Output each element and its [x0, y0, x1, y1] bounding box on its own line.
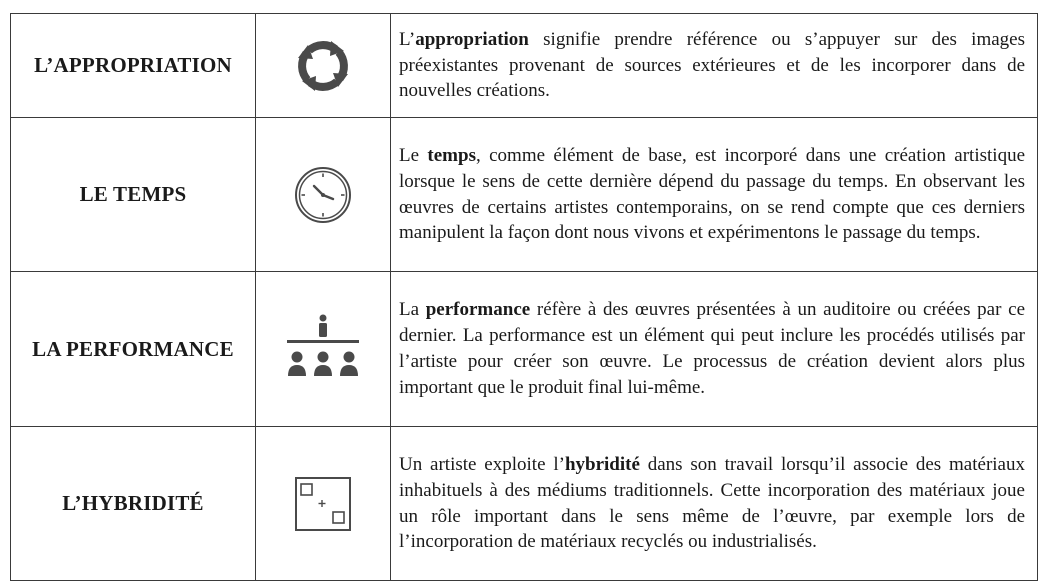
- term-label: LE TEMPS: [79, 182, 187, 206]
- description-cell: L’appropriation signifie prendre référence ou s’appuyer sur des images préexistantes provenant de sources extérieures et de les incorporer dans de nouvelles créations.: [391, 14, 1038, 118]
- icon-cell: [256, 272, 391, 427]
- description-cell: Le temps, comme élément de base, est incorporé dans une création artistique lorsque le sens de cette dernière dépend du passage du temps. En observant les œuvres de certains artistes contemporains, on se rend compte que ces derniers manipulent la façon dont nous vivons et expérimentons le passage du temps.: [391, 118, 1038, 272]
- term-cell: [11, 118, 256, 272]
- art-concepts-table: [10, 13, 1038, 581]
- icon-cell: [256, 14, 391, 118]
- audience-performer-icon: [256, 314, 390, 384]
- icon-cell: [256, 118, 391, 272]
- term-cell: [11, 427, 256, 581]
- table-row: [11, 118, 1038, 272]
- term-cell: [11, 14, 256, 118]
- term-label: L’HYBRIDITÉ: [62, 491, 204, 515]
- key-term: temps: [427, 144, 476, 166]
- key-term: performance: [425, 299, 531, 321]
- key-term: appropriation: [415, 28, 529, 50]
- table-row: [11, 427, 1038, 581]
- icon-cell: [256, 427, 391, 581]
- cycle-arrows-icon: [256, 34, 390, 98]
- combine-squares-icon: [256, 476, 390, 532]
- clock-icon: [256, 164, 390, 226]
- term-label: LA PERFORMANCE: [32, 336, 234, 361]
- key-term: hybridité: [564, 453, 640, 475]
- table-row: [11, 14, 1038, 118]
- term-cell: [11, 272, 256, 427]
- description-cell: La performance réfère à des œuvres présentées à un auditoire ou créées par ce dernier. La performance est un élément qui peut inclure les procédés utilisés par l’artiste pour créer son œuvre. Le processus de création devient alors plus important que le produit final lui-même.: [391, 272, 1038, 427]
- description-cell: Un artiste exploite l’hybridité dans son travail lorsqu’il associe des matériaux inhabituels à des médiums traditionnels. Cette incorporation des matériaux joue un rôle important dans le sens même de l’œuvre, par exemple lors de l’incorporation de matériaux recyclés ou industrialisés.: [391, 427, 1038, 581]
- term-label: L’APPROPRIATION: [34, 53, 232, 77]
- table-row: [11, 272, 1038, 427]
